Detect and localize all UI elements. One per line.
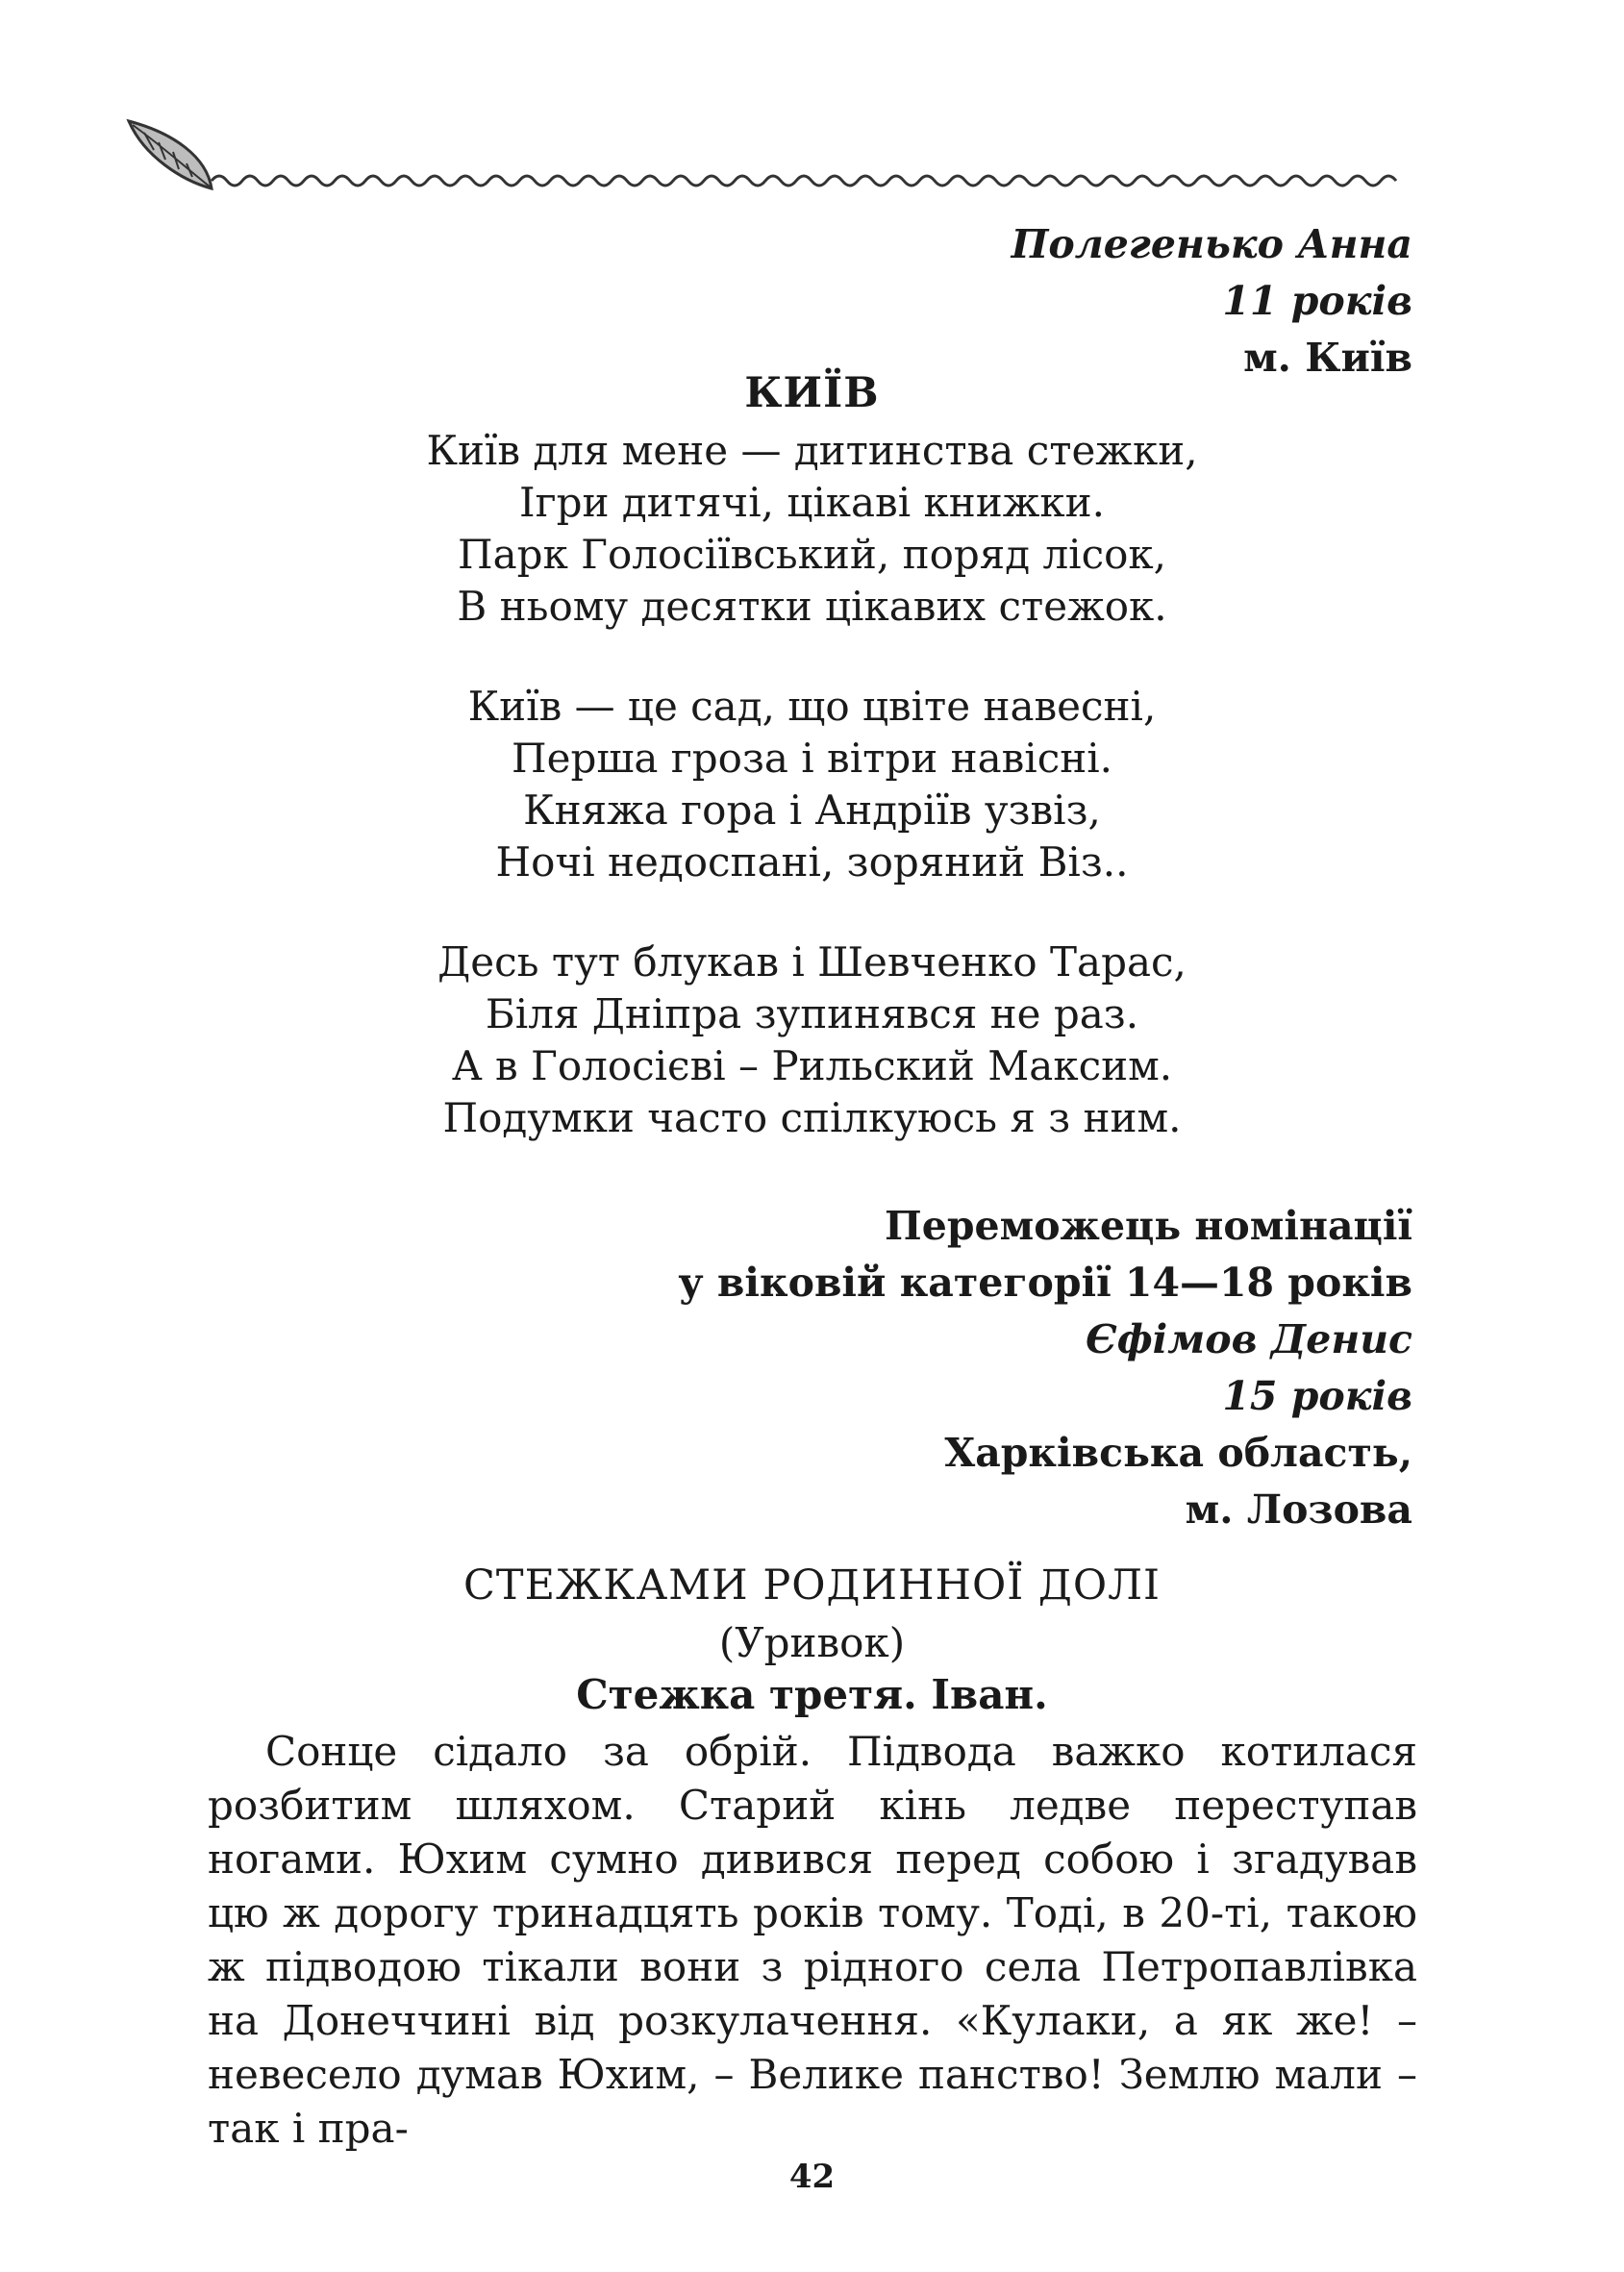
author-name: Єфімов Денис: [1086, 1316, 1412, 1362]
author-block-2: [678, 1198, 1412, 1538]
poem-stanza-1: [0, 425, 1624, 633]
poem-line: Подумки часто спілкуюсь я з ним.: [442, 1094, 1182, 1141]
poem-line: А в Голосієві – Рильский Максим.: [451, 1042, 1173, 1089]
poem-line: Княжа гора і Андріїв узвіз,: [523, 786, 1101, 834]
poem-line: Київ для мене — дитинства стежки,: [426, 427, 1198, 474]
prose-paragraph: Сонце сідало за обрій. Підвода важко котилася розбитим шляхом. Старий кінь ледве переступав ногами. Юхим сумно дивився перед собою і згадував цю ж дорогу тринадцять років тому. Тоді, в 20-ті, такою ж підводою тікали вони з рідного села Петропавлівка на Донеччині від розкулачення. «Кулаки, а як же! – невесело думав Юхим, – Велике панство! Землю мали – так і пра-: [208, 1728, 1417, 2152]
author-name: Полегенько Анна: [1011, 221, 1412, 267]
poem-line: Парк Голосіївський, поряд лісок,: [458, 531, 1166, 578]
author-city: м. Лозова: [1185, 1486, 1412, 1533]
author-age: 15 років: [1222, 1373, 1412, 1419]
page-number: 42: [788, 2158, 836, 2196]
author-city: м. Київ: [1243, 335, 1412, 381]
author-age: 11 років: [1222, 278, 1412, 324]
award-title: Переможець номінації: [885, 1203, 1412, 1249]
poem-line: Перша гроза і вітри навісні.: [511, 735, 1113, 782]
excerpt-note: (Уривок): [718, 1619, 906, 1666]
poem-stanza-2: [0, 681, 1624, 888]
poem-line: Десь тут блукав і Шевченко Тарас,: [437, 938, 1187, 986]
author-block-1: [1012, 216, 1412, 387]
poem-line: Ночі недоспані, зоряний Віз..: [495, 838, 1129, 886]
chapter-heading: Стежка третя. Іван.: [576, 1671, 1048, 1718]
feather-icon: [115, 113, 1423, 200]
age-category: у віковій категорії 14—18 років: [678, 1260, 1412, 1306]
author-region: Харківська область,: [944, 1430, 1412, 1476]
poem-line: Біля Дніпра зупинявся не раз.: [485, 990, 1139, 1037]
poem-title: КИЇВ: [744, 369, 880, 417]
poem-line: В ньому десятки цікавих стежок.: [457, 583, 1167, 630]
work-title: СТЕЖКАМИ РОДИННОЇ ДОЛІ: [463, 1561, 1161, 1610]
poem-line: Ігри дитячі, цікаві книжки.: [519, 479, 1105, 526]
poem-stanza-3: [0, 936, 1624, 1144]
poem-line: Київ — це сад, що цвіте навесні,: [467, 683, 1157, 730]
